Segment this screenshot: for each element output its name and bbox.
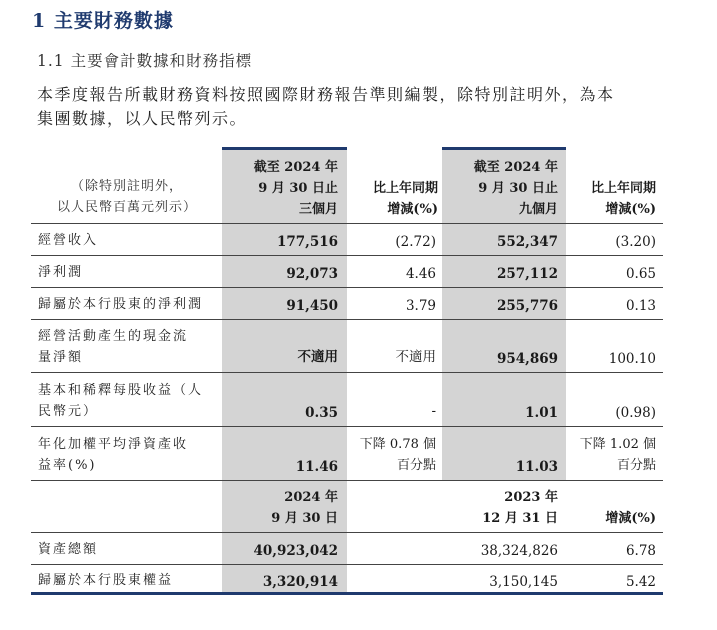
column-header-9m-line-3: 九個月 xyxy=(518,202,558,217)
column-header-q3-yoy xyxy=(350,178,438,220)
row-label-line-2: 民幣元） xyxy=(38,404,99,419)
column-header-q3-line-3: 三個月 xyxy=(298,202,338,217)
value-q3-yoy-line-1: 下降 0.78 個 xyxy=(359,437,436,452)
row-label-operating-cash-flow xyxy=(38,326,188,368)
value-q3-yoy-line-2: 百分點 xyxy=(396,458,436,473)
column-header-9m-line-1: 截至 2024 年 xyxy=(473,160,558,175)
bs-header-change: 增減(%) xyxy=(605,511,656,526)
column-header-9m-yoy xyxy=(566,178,656,220)
unit-note-line-2: 以人民幣百萬元列示） xyxy=(56,200,197,215)
value-q3-yoy: 3.79 xyxy=(405,298,436,314)
bs-header-2024 xyxy=(226,487,338,529)
value-change: 6.78 xyxy=(625,543,656,559)
intro-paragraph xyxy=(37,83,667,131)
section-title: 1 主要財務數據 xyxy=(32,10,174,32)
bs-header-2023-line-2: 12 月 31 日 xyxy=(482,511,558,526)
value-2023: 38,324,826 xyxy=(480,543,558,559)
column-header-q3-line-2: 9 月 30 日止 xyxy=(258,181,338,196)
row-label-line-1: 年化加權平均淨資產收 xyxy=(38,437,189,452)
column-header-q3-yoy-line-2: 增減(%) xyxy=(387,202,438,217)
row-label-net-profit-attributable: 歸屬於本行股東的淨利潤 xyxy=(38,297,204,312)
row-divider xyxy=(31,287,663,288)
row-divider xyxy=(31,426,663,427)
value-9m: 954,869 xyxy=(496,351,558,367)
column-header-9m-line-2: 9 月 30 日止 xyxy=(478,181,558,196)
unit-note xyxy=(42,176,212,218)
header-divider xyxy=(31,223,663,224)
column-header-9m xyxy=(446,157,558,220)
value-9m: 552,347 xyxy=(496,234,558,250)
sub-title: 1.1 主要會計數據和財務指標 xyxy=(37,52,253,70)
bs-header-2024-line-1: 2024 年 xyxy=(284,490,338,505)
value-9m-yoy-line-2: 百分點 xyxy=(616,458,656,473)
row-divider xyxy=(31,480,663,481)
value-q3-yoy: 不適用 xyxy=(395,349,436,365)
row-divider xyxy=(31,319,663,320)
row-label-roe xyxy=(38,434,188,476)
unit-note-line-1: （除特別註明外， xyxy=(70,179,183,194)
value-9m: 1.01 xyxy=(525,405,558,421)
row-label-line-1: 基本和稀釋每股收益（人 xyxy=(38,383,204,398)
value-9m: 257,112 xyxy=(496,266,558,282)
row-label-line-1: 經營活動產生的現金流 xyxy=(38,329,189,344)
row-divider xyxy=(31,372,663,373)
value-q3-yoy xyxy=(350,434,436,476)
value-q3: 92,073 xyxy=(286,266,338,282)
value-q3-yoy: 4.46 xyxy=(405,266,436,282)
row-label-line-2: 益率(%) xyxy=(38,458,97,473)
value-9m: 255,776 xyxy=(496,298,558,314)
row-divider xyxy=(31,564,663,565)
row-label-line-2: 量淨額 xyxy=(38,350,84,365)
value-9m-yoy: (0.98) xyxy=(615,405,656,421)
intro-line-1: 本季度報告所載財務資料按照國際財務報告準則編製，除特別註明外，為本 xyxy=(37,85,615,104)
value-9m-yoy: 0.65 xyxy=(625,266,656,282)
value-9m-yoy: 0.13 xyxy=(625,298,656,314)
value-2023: 3,150,145 xyxy=(489,574,558,590)
bs-header-2024-line-2: 9 月 30 日 xyxy=(271,511,338,526)
column-header-q3-yoy-line-1: 比上年同期 xyxy=(372,181,438,196)
bs-header-2023-line-1: 2023 年 xyxy=(504,490,558,505)
row-label-eps xyxy=(38,380,203,422)
value-9m: 11.03 xyxy=(515,459,558,475)
value-q3-yoy: - xyxy=(431,403,436,419)
value-q3: 91,450 xyxy=(286,298,338,314)
column-header-9m-yoy-line-1: 比上年同期 xyxy=(590,181,656,196)
value-q3: 不適用 xyxy=(297,349,338,365)
column-header-q3 xyxy=(226,157,338,220)
row-divider xyxy=(31,255,663,256)
row-label-total-assets: 資產總額 xyxy=(38,542,99,557)
row-label-net-profit: 淨利潤 xyxy=(38,265,84,280)
value-9m-yoy xyxy=(566,434,656,476)
value-change: 5.42 xyxy=(625,574,656,590)
bs-header-2023 xyxy=(446,487,558,529)
row-label-shareholder-equity: 歸屬於本行股東權益 xyxy=(38,573,174,588)
value-q3: 177,516 xyxy=(276,234,338,250)
column-header-q3-line-1: 截至 2024 年 xyxy=(253,160,338,175)
value-q3: 11.46 xyxy=(295,459,338,475)
value-2024: 40,923,042 xyxy=(253,543,338,559)
value-q3: 0.35 xyxy=(305,405,338,421)
value-q3-yoy: (2.72) xyxy=(395,234,436,250)
column-header-9m-yoy-line-2: 增減(%) xyxy=(605,202,656,217)
value-9m-yoy: 100.10 xyxy=(608,351,656,367)
value-9m-yoy: (3.20) xyxy=(615,234,656,250)
row-divider xyxy=(31,532,663,533)
intro-line-2: 集團數據，以人民幣列示。 xyxy=(37,109,248,128)
value-9m-yoy-line-1: 下降 1.02 個 xyxy=(579,437,656,452)
value-2024: 3,320,914 xyxy=(262,574,338,590)
row-label-operating-income: 經營收入 xyxy=(38,233,99,248)
